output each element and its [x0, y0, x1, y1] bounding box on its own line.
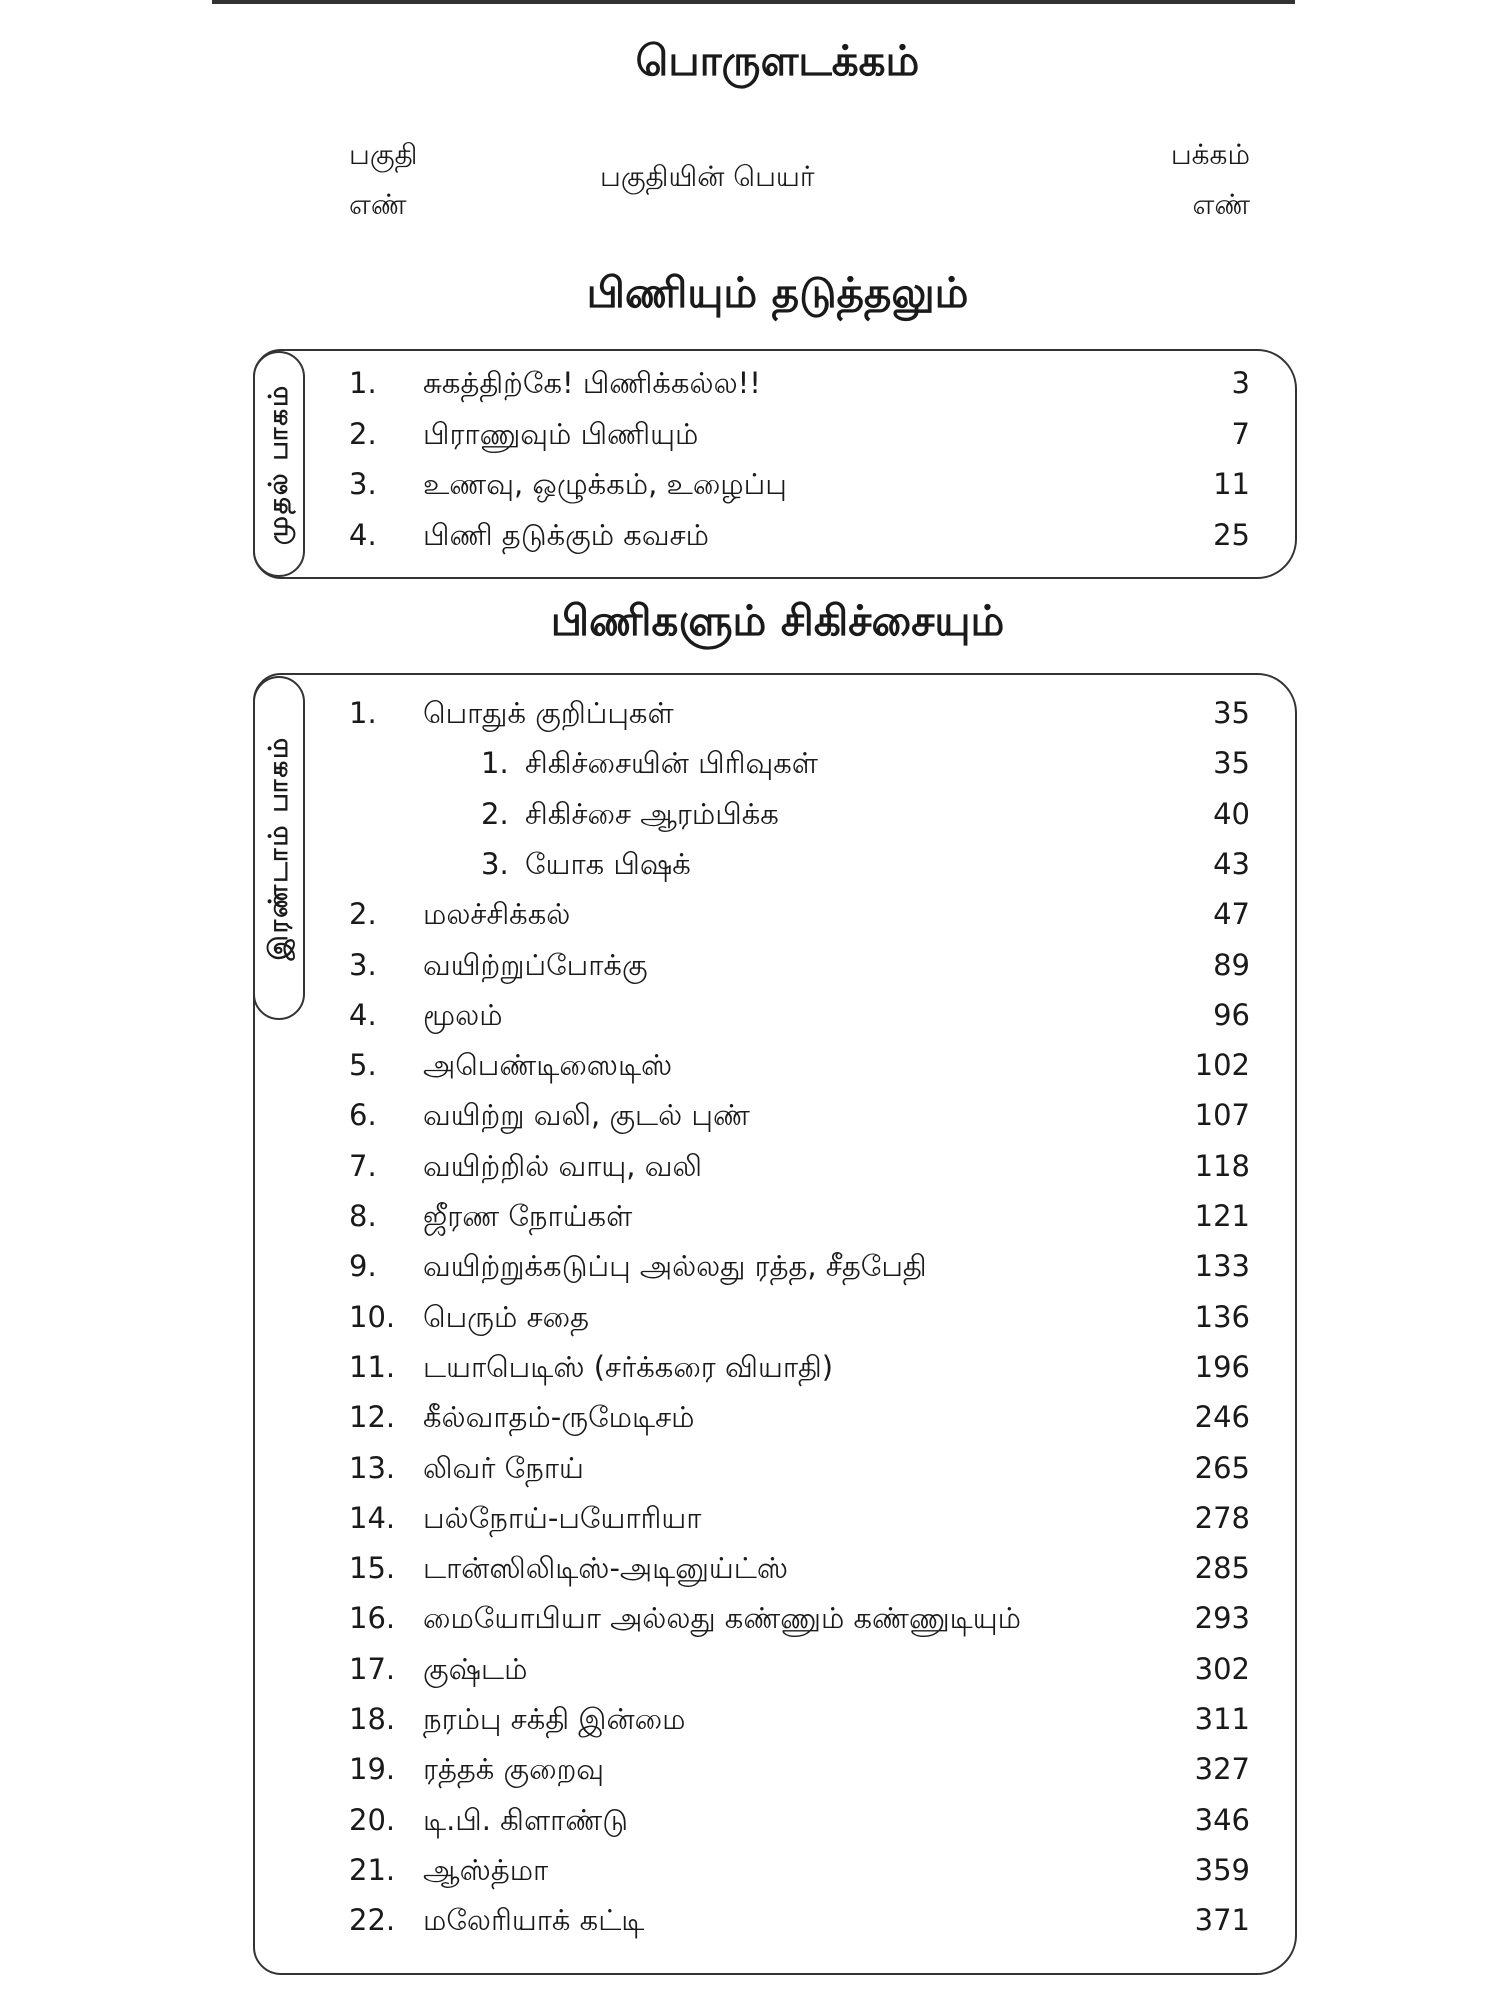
entry-page: 43: [1213, 846, 1250, 881]
entry-number: 16.: [349, 1601, 396, 1636]
entry-title: அபெண்டிஸைடிஸ்: [423, 1048, 673, 1083]
entry-number: 1.: [349, 696, 377, 730]
toc-entry: [0, 1644, 1500, 1694]
entry-number: 17.: [349, 1651, 396, 1686]
toc-entry: [0, 1090, 1500, 1140]
header-part-label: பகுதி: [349, 138, 418, 171]
entry-page: 11: [1213, 467, 1250, 501]
entry-number: 12.: [349, 1400, 396, 1435]
entry-title: மூலம்: [423, 997, 503, 1032]
entry-title: ஆஸ்த்மா: [423, 1852, 549, 1887]
toc-entry: [0, 1141, 1500, 1191]
entry-page: 346: [1194, 1802, 1250, 1837]
toc-subentry: [0, 738, 1500, 788]
entry-number: 9.: [349, 1249, 377, 1284]
entry-title: உணவு, ஒழுக்கம், உழைப்பு: [423, 467, 787, 501]
toc-entry: [0, 1443, 1500, 1493]
entry-number: 3.: [349, 467, 377, 501]
toc-entry: [0, 1543, 1500, 1593]
entry-title: டயாபெடிஸ் (சர்க்கரை வியாதி): [423, 1349, 834, 1384]
entry-number: 15.: [349, 1551, 396, 1586]
entry-number: 1.: [481, 746, 509, 781]
entry-title: வயிற்று வலி, குடல் புண்: [423, 1098, 750, 1133]
entry-title: சிகிச்சை ஆரம்பிக்க: [525, 796, 779, 831]
entry-number: 19.: [349, 1752, 396, 1787]
toc-entry: [0, 1593, 1500, 1643]
toc-entry: [0, 1342, 1500, 1392]
entry-number: 22.: [349, 1903, 396, 1938]
toc-entry: [0, 990, 1500, 1040]
entry-title: வயிற்றில் வாயு, வலி: [423, 1148, 702, 1183]
entry-page: 359: [1194, 1852, 1250, 1887]
entry-page: 293: [1194, 1601, 1250, 1636]
toc-entry: [0, 1292, 1500, 1342]
header-page-label: பக்கம்: [1170, 138, 1250, 171]
entry-title: சிகிச்சையின் பிரிவுகள்: [525, 746, 818, 781]
entry-page: 107: [1194, 1098, 1250, 1133]
entry-page: 136: [1194, 1299, 1250, 1334]
entry-title: டி.பி. கிளாண்டு: [423, 1802, 629, 1837]
entry-number: 10.: [349, 1299, 396, 1334]
page-title: பொருளடக்கம்: [635, 36, 920, 85]
entry-title: லிவர் நோய்: [423, 1450, 584, 1485]
entry-number: 2.: [349, 897, 377, 932]
entry-number: 4.: [349, 517, 377, 552]
toc-entry: [0, 1845, 1500, 1895]
part1-heading: பிணியும் தடுத்தலும்: [586, 268, 969, 317]
entry-number: 11.: [349, 1349, 396, 1384]
entry-page: 265: [1194, 1450, 1250, 1485]
part2-tab-label: இரண்டாம் பாகம்: [264, 735, 294, 961]
entry-title: பெரும் சதை: [423, 1299, 589, 1334]
toc-entry: [0, 1795, 1500, 1845]
entry-title: குஷ்டம்: [423, 1651, 528, 1686]
entry-page: 311: [1194, 1702, 1250, 1736]
toc-entry: [0, 889, 1500, 939]
entry-title: யோக பிஷக்: [525, 846, 691, 881]
toc-entry: [0, 1895, 1500, 1945]
entry-number: 7.: [349, 1148, 377, 1183]
entry-number: 1.: [349, 366, 377, 400]
entry-title: நரம்பு சக்தி இன்மை: [423, 1702, 686, 1736]
entry-page: 371: [1194, 1903, 1250, 1938]
top-rule: [212, 0, 1295, 4]
entry-page: 133: [1194, 1249, 1250, 1284]
entry-number: 3.: [481, 846, 509, 881]
entry-page: 327: [1194, 1752, 1250, 1787]
entry-page: 121: [1194, 1199, 1250, 1233]
entry-title: மலேரியாக் கட்டி: [423, 1903, 645, 1938]
toc-entry: [0, 1040, 1500, 1090]
part2-heading: பிணிகளும் சிகிச்சையும்: [550, 596, 1005, 645]
toc-entry: [0, 358, 1500, 408]
entry-page: 35: [1213, 696, 1250, 730]
toc-entry: [0, 1744, 1500, 1794]
toc-subentry: [0, 789, 1500, 839]
toc-entry: [0, 1191, 1500, 1241]
entry-number: 6.: [349, 1098, 377, 1133]
entry-page: 40: [1213, 796, 1250, 831]
entry-number: 18.: [349, 1702, 396, 1736]
entry-page: 35: [1213, 746, 1250, 781]
toc-entry: [0, 1392, 1500, 1442]
toc-entry: [0, 459, 1500, 509]
entry-number: 13.: [349, 1450, 396, 1485]
toc-entry: [0, 1694, 1500, 1744]
entry-title: பொதுக் குறிப்புகள்: [423, 696, 674, 730]
entry-page: 278: [1194, 1500, 1250, 1535]
toc-entry: [0, 940, 1500, 990]
entry-title: வயிற்றுக்கடுப்பு அல்லது ரத்த, சீதபேதி: [423, 1249, 927, 1284]
entry-page: 196: [1194, 1349, 1250, 1384]
entry-title: ஜீரண நோய்கள்: [423, 1199, 633, 1233]
toc-subentry: [0, 839, 1500, 889]
entry-title: சுகத்திற்கே! பிணிக்கல்ல!!: [423, 366, 761, 400]
entry-page: 285: [1194, 1551, 1250, 1586]
entry-number: 20.: [349, 1802, 396, 1837]
entry-title: மலச்சிக்கல்: [423, 897, 571, 932]
entry-title: பிணி தடுக்கும் கவசம்: [423, 517, 709, 552]
toc-entry: [0, 688, 1500, 738]
entry-number: 5.: [349, 1048, 377, 1083]
entry-page: 302: [1194, 1651, 1250, 1686]
entry-number: 2.: [481, 796, 509, 831]
toc-entry: [0, 1241, 1500, 1291]
entry-page: 118: [1194, 1148, 1250, 1183]
entry-title: பிராணுவும் பிணியும்: [423, 416, 699, 451]
header-part-number-label: [349, 130, 418, 230]
toc-entry: [0, 1493, 1500, 1543]
header-page-number-label: [1171, 130, 1250, 230]
header-number-label: எண்: [349, 188, 407, 221]
entry-page: 3: [1231, 366, 1250, 400]
entry-page: 47: [1213, 897, 1250, 932]
entry-number: 3.: [349, 947, 377, 982]
entry-title: வயிற்றுப்போக்கு: [423, 947, 648, 982]
part1-tab-label: முதல் பாகம்: [264, 383, 294, 545]
entry-number: 4.: [349, 997, 377, 1032]
entry-page: 96: [1213, 997, 1250, 1032]
entry-number: 8.: [349, 1199, 377, 1233]
entry-page: 89: [1213, 947, 1250, 982]
entry-title: ரத்தக் குறைவு: [423, 1752, 605, 1787]
toc-entry: [0, 409, 1500, 459]
entry-number: 14.: [349, 1500, 396, 1535]
toc-entry: [0, 510, 1500, 560]
entry-number: 2.: [349, 416, 377, 451]
entry-page: 7: [1231, 416, 1250, 451]
header-page-number-sublabel: எண்: [1192, 188, 1250, 221]
header-part-name-label: பகுதியின் பெயர்: [600, 160, 815, 193]
entry-title: டான்ஸிலிடிஸ்-அடினுய்ட்ஸ்: [423, 1551, 788, 1586]
entry-title: பல்நோய்-பயோரியா: [423, 1500, 702, 1535]
entry-page: 102: [1194, 1048, 1250, 1083]
entry-title: கீல்வாதம்-ருமேடிசம்: [423, 1400, 695, 1435]
entry-title: மையோபியா அல்லது கண்ணும் கண்ணுடியும்: [423, 1601, 1021, 1636]
entry-page: 25: [1213, 517, 1250, 552]
entry-page: 246: [1194, 1400, 1250, 1435]
entry-number: 21.: [349, 1852, 396, 1887]
